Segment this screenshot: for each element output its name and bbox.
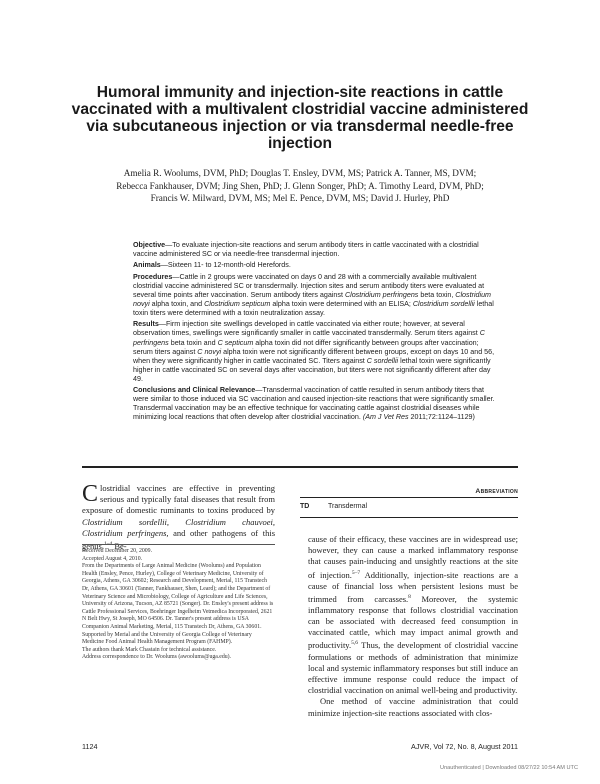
acknowledgment: The authors thank Mark Chastain for technical assistance. (82, 646, 217, 653)
author-line: Amelia R. Woolums, DVM, PhD; Douglas T. Ensley, DVM, MS; Patrick A. Tanner, MS, DVM; (123, 168, 477, 178)
species-name: Clostridium septicum (204, 299, 271, 308)
abstract-text: beta toxin, (418, 290, 456, 299)
abstract-procedures (133, 273, 497, 318)
abstract-heading: Objective (133, 241, 166, 249)
author-list (30, 167, 570, 205)
right-column (308, 534, 518, 719)
download-watermark: Unauthenticated | Downloaded 08/27/22 10:54 AM UTC (440, 765, 578, 771)
species-name: C septicum (217, 338, 254, 347)
citation: (Am J Vet Res (362, 413, 409, 422)
species-name: Clostridium sordellii (412, 299, 475, 308)
body-text: Moreover, the systemic inflammatory response that follows clostridial vaccination can be associated with decreased feed consumption in vaccinated cattle, which may impact animal growth and productivity. (308, 593, 518, 651)
body-paragraph: One method of vaccine administration that could minimize injection-site reactions associated with clos- (308, 696, 518, 718)
author-line: Rebecca Fankhauser, DVM; Jing Shen, PhD; J. Glenn Songer, PhD; A. Timothy Leard, DVM, PhD; (116, 180, 484, 191)
abstract (133, 241, 497, 425)
species-name: Clostridium novyi (133, 290, 492, 308)
abstract-text: —To evaluate injection-site reactions and serum antibody titers in cattle vaccinated with a clostridial vaccine administered SC or via needle-free transdermal injection. (133, 241, 479, 259)
accepted-date: Accepted August 4, 2010. (82, 555, 143, 562)
body-text: Additionally, injection-site reactions are a cause of financial loss when persistent lesions must be trimmed from carcasses. (308, 569, 518, 604)
species-name: Clostridium perfringens (344, 290, 419, 299)
abstract-text: alpha toxin did not differ significantly between groups after vaccination; serum titers against (133, 338, 479, 356)
received-date: Received December 20, 2009. (82, 548, 153, 554)
abstract-text: lethal toxin titers were determined with a toxin neutralization assay. (133, 299, 494, 318)
citation: 2011;72:1124–1129) (408, 413, 475, 422)
reference-marker: 5–7 (351, 569, 361, 576)
body-text: cause of their efficacy, these vaccines are in widespread use; however, they can cause a marked inflammatory response that causes pain-inducing and unsightly reactions at the site of injection. (308, 534, 518, 580)
abbreviation-definition: Transdermal (328, 503, 368, 510)
abstract-text: —Sixteen 11- to 12-month-old Herefords. (160, 261, 291, 270)
species-name: C novyi (197, 347, 222, 356)
abstract-text: alpha toxin, and (149, 299, 205, 308)
article-title: Humoral immunity and injection-site reactions in cattle vaccinated with a multivalent clostridial vaccine administered via subcutaneous injection or via transdermal needle-free injection (71, 84, 529, 152)
abbreviation-row (300, 498, 518, 518)
funding-note: Supported by Merial and the University of Georgia College of Veterinary Medicine Food Animal Health Management Program (FAHMP). (82, 631, 252, 646)
body-text: Thus, the development of clostridial vaccine formulations or methods of administration that minimize local and systemic inflammatory responses but still induce an effective immune response could reduce the impact of clostridial vaccination on animal well-being and productivity. (308, 640, 518, 696)
footnote-divider (82, 544, 275, 545)
abstract-text: —Transdermal vaccination of cattle resulted in serum antibody titers that were similar to those induced via SC vaccination and caused injection-site reactions that were significantly smaller. Transdermal vaccination may be an effective technique for vaccinating cattle against clostridial diseases while minimizing local reactions that often develop after clostridial vaccination. (133, 386, 495, 422)
body-text: and other pathogens of this genus. (82, 527, 275, 551)
abstract-text: alpha toxin were not significantly different between groups, except on days 10 and 56, when they were significantly higher in cattle vaccinated SC. Titers against (133, 347, 495, 365)
page-number: 1124 (82, 742, 98, 751)
correspondence: Address correspondence to Dr. Woolums (awoolums@uga.edu). (82, 654, 232, 661)
footnotes (82, 548, 275, 662)
abstract-text: lethal toxin were significantly higher in cattle vaccinated SC on several days after vaccination, but titers were not significantly different after day 49. (133, 356, 491, 383)
abbreviation-term: TD (300, 503, 310, 510)
body-text: lostridial vaccines are effective in preventing serious and typically fatal diseases that result from exposure of domestic ruminants to toxins produced by (82, 483, 275, 516)
abstract-text: —Cattle in 2 groups were vaccinated on days 0 and 28 with a commercially available multivalent clostridial vaccine administered SC or transdermally. Injection sites and serum antibody titers were evaluated at several time points after vaccination. Serum antibody titers against (133, 272, 485, 299)
drop-cap: C (82, 481, 99, 507)
species-name: C sordellii (366, 356, 399, 365)
abstract-conclusions (133, 386, 497, 422)
journal-citation: AJVR, Vol 72, No. 8, August 2011 (411, 742, 518, 751)
abbreviation-box (300, 488, 518, 518)
author-line: Francis W. Milward, DVM, MS; Mel E. Pence, DVM, MS; David J. Hurley, PhD (150, 193, 450, 203)
abstract-heading: Conclusions and Clinical Relevance (133, 386, 256, 395)
reference-marker: 1–4 (103, 541, 113, 548)
abstract-objective (133, 241, 497, 259)
affiliations: From the Departments of Large Animal Medicine (Woolums) and Population Health (Ensley, Pence, Hurley), College of Veterinary Medicine, University of Georgia, Athens, GA 30602; Research and Development, Merial, 115 Transtech Dr, Athens, GA 30601 (Tanner, Fankhauser, Shen, Leard); and the Department of Veterinary Science and Microbiology, College of Agriculture and Life Sciences, University of Arizona, Tucson, AZ 85721 (Songer). Dr. Ensley's present address is Cattle Professional Services, Boehringer Ingelheim Vetmedica Incorporated, 2621 N Belt Hwy, St Joseph, MO 64506. Dr. Tanner's present address is USA Companion Animal Marketing, Merial, 115 Transtech Dr, Athens, GA 30601. (82, 563, 274, 630)
abstract-text: beta toxin and (168, 338, 218, 347)
reference-marker: 8 (408, 593, 411, 600)
body-text: Be- (112, 540, 127, 551)
abstract-results (133, 320, 497, 384)
species-name: Clostridium sordellii, Clostridium chauvoei, Clostridium perfringens, (82, 516, 275, 538)
abstract-text: alpha toxin were determined with an ELISA; (270, 299, 413, 308)
body-paragraph (308, 534, 518, 696)
intro-paragraph (82, 483, 275, 552)
species-name: C perfringens (133, 329, 485, 347)
reference-marker: 5,6 (351, 640, 358, 647)
abstract-text: —Firm injection site swellings developed in cattle vaccinated via either route; however, at several observation times, swellings were significantly smaller in cattle vaccinated transdermally. Serum titers against (133, 320, 480, 338)
abstract-heading: Results (133, 320, 159, 329)
abstract-heading: Animals (133, 261, 161, 270)
abbreviation-title: Abbreviation (300, 488, 518, 498)
abstract-heading: Procedures (133, 272, 173, 281)
abstract-animals (133, 261, 497, 270)
section-divider (82, 466, 518, 468)
